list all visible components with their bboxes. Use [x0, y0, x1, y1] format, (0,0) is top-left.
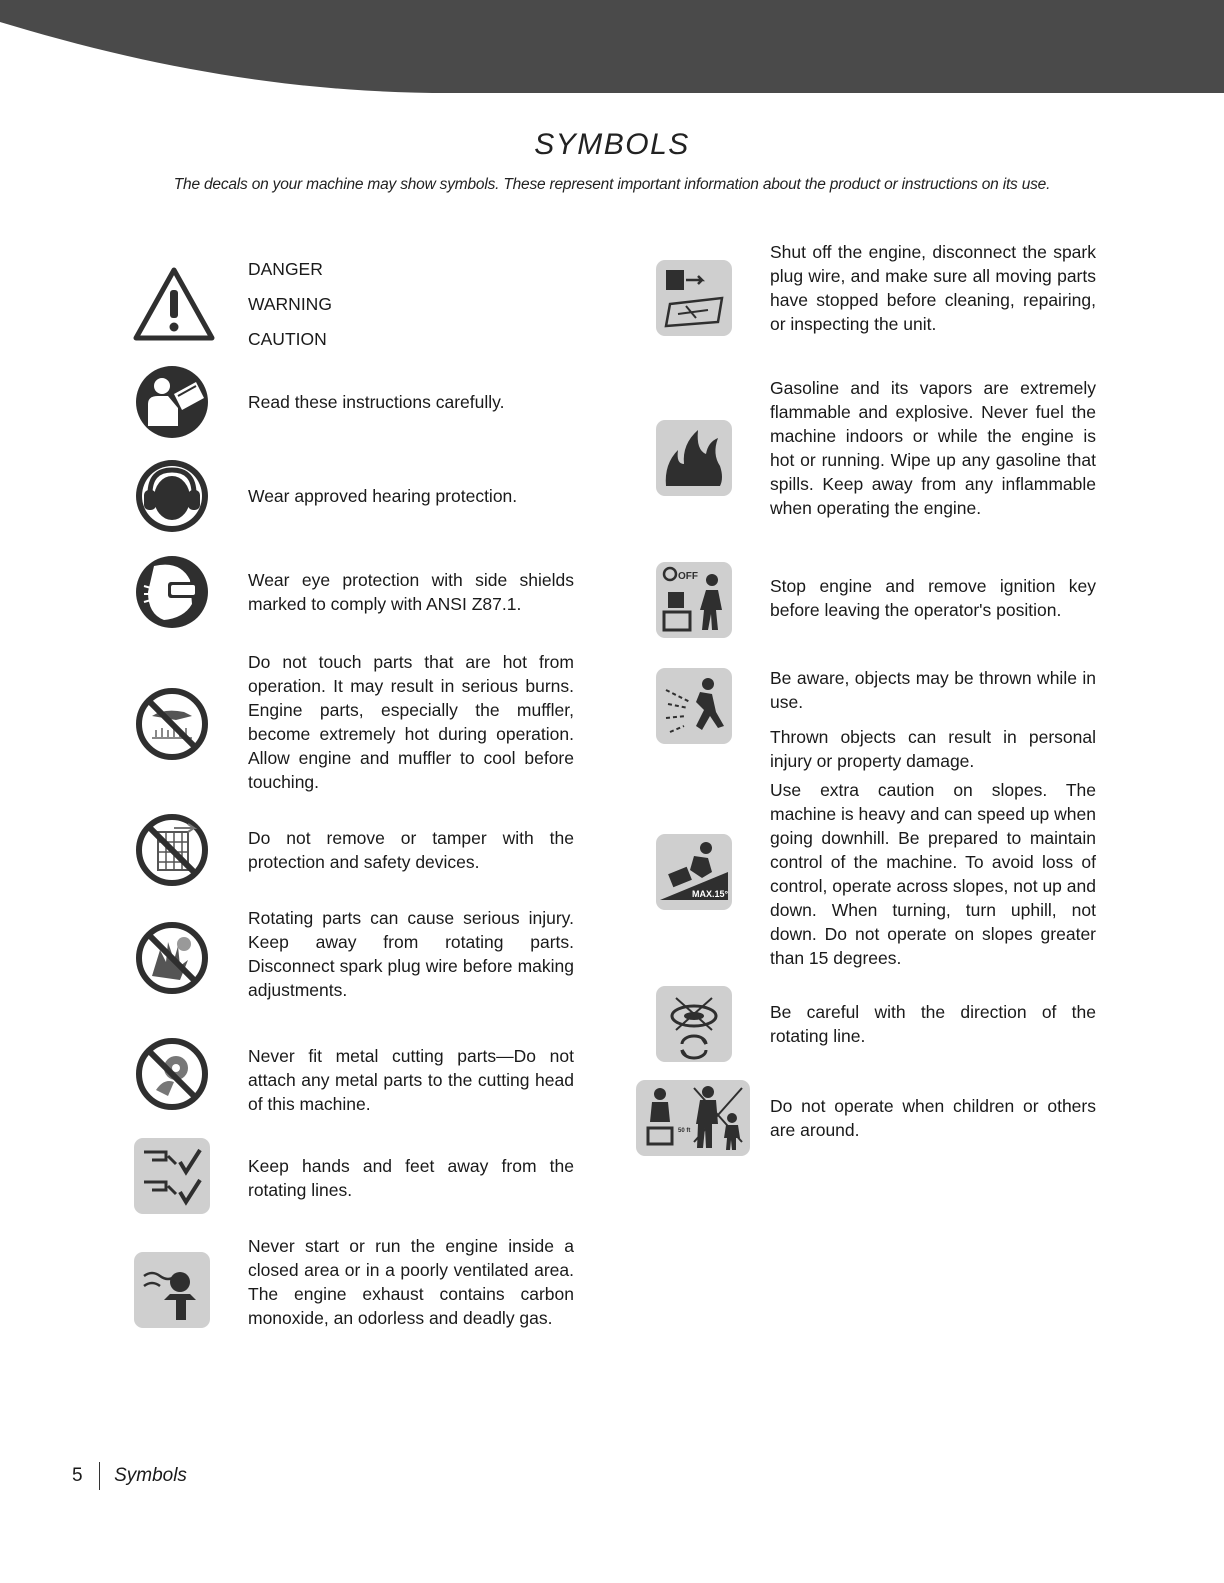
symbol-item	[130, 1138, 590, 1218]
symbol-item	[636, 376, 1106, 546]
symbol-item	[130, 812, 590, 892]
symbol-item	[130, 458, 590, 538]
symbol-description: Wear approved hearing protection.	[248, 486, 518, 506]
symbol-item	[636, 240, 1106, 365]
symbol-description: Be careful with the direction of the rotating line.	[770, 1002, 1096, 1046]
symbol-item	[636, 778, 1106, 968]
no-touch-hot-parts-icon	[134, 686, 210, 762]
symbol-description: Do not touch parts that are hot from operation. It may result in serious burns. Engine parts, especially the muffler, become extremely hot during operation. Allow engine and muffler to cool before touching.	[248, 652, 574, 792]
symbol-description: Shut off the engine, disconnect the spark plug wire, and make sure all moving parts have stopped before cleaning, repairing, or inspecting the unit.	[770, 242, 1096, 334]
rotating-line-direction-icon	[656, 986, 732, 1062]
disconnect-spark-plug-icon	[656, 260, 732, 336]
thrown-objects-line-1: Be aware, objects may be thrown while in use.	[770, 668, 1096, 712]
signal-word-warning: WARNING	[248, 294, 332, 314]
symbol-description: Use extra caution on slopes. The machine is heavy and can speed up when going downhill. Be prepared to maintain control of the machine. To avoid loss of control, operate across slopes, not up and down. When turning, turn uphill, not down. Do not operate on slopes greater than 15 degrees.	[770, 780, 1096, 968]
symbol-description: Keep hands and feet away from the rotating lines.	[248, 1156, 574, 1200]
symbol-description: Gasoline and its vapors are extremely flammable and explosive. Never fuel the machine indoors or while the engine is hot or running. Wipe up any gasoline that spills. Keep away from any inflammable when operating the engine.	[770, 378, 1096, 518]
no-tamper-guard-icon	[134, 812, 210, 888]
stop-engine-remove-key-icon	[656, 562, 732, 638]
symbol-item	[130, 1036, 590, 1126]
hands-feet-away-icon	[134, 1138, 210, 1214]
thrown-objects-icon	[656, 668, 732, 744]
signal-word-danger: DANGER	[248, 259, 323, 279]
symbol-description: Never fit metal cutting parts—Do not attach any metal parts to the cutting head of this machine.	[248, 1046, 574, 1114]
symbol-description: Stop engine and remove ignition key before leaving the operator's position.	[770, 576, 1096, 620]
distance-label: 50 ft	[678, 1128, 691, 1134]
no-metal-blade-icon	[134, 1036, 210, 1112]
page-number: 5	[72, 1465, 83, 1486]
rotating-parts-hand-icon	[134, 920, 210, 996]
symbol-description	[770, 666, 1096, 784]
hearing-protection-icon	[134, 458, 210, 534]
symbol-description: Read these instructions carefully.	[248, 392, 505, 412]
symbol-item	[636, 652, 1106, 772]
symbol-description: Do not remove or tamper with the protection and safety devices.	[248, 828, 574, 872]
read-manual-icon	[134, 364, 210, 440]
symbol-item	[130, 240, 590, 350]
page-title: SYMBOLS	[534, 128, 690, 161]
header-banner	[0, 0, 1224, 96]
alert-triangle-icon	[132, 266, 216, 342]
symbol-item	[636, 560, 1106, 645]
symbol-item	[636, 1080, 1106, 1160]
keep-children-away-icon	[636, 1080, 750, 1156]
symbol-item	[636, 986, 1106, 1066]
max-slope-label: MAX.15°	[692, 889, 729, 899]
footer-divider	[99, 1462, 101, 1490]
symbol-item	[130, 364, 590, 444]
page-footer	[72, 1462, 187, 1490]
exhaust-fumes-icon	[134, 1252, 210, 1328]
symbol-description: Do not operate when children or others are around.	[770, 1096, 1096, 1140]
signal-word-caution: CAUTION	[248, 329, 327, 349]
slope-caution-icon	[656, 834, 732, 910]
off-label: OFF	[678, 571, 698, 582]
symbol-description: Wear eye protection with side shields marked to comply with ANSI Z87.1.	[248, 570, 574, 614]
symbol-description: Never start or run the engine inside a closed area or in a poorly ventilated area. The engine exhaust contains carbon monoxide, an odorless and deadly gas.	[248, 1236, 574, 1328]
footer-section-name: Symbols	[114, 1465, 187, 1486]
thrown-objects-line-2: Thrown objects can result in personal injury or property damage.	[770, 727, 1096, 771]
page-subtitle: The decals on your machine may show symbols. These represent important information about the product or instructions on its use.	[173, 176, 1051, 193]
flammable-fire-icon	[656, 420, 732, 496]
symbol-item	[130, 552, 590, 642]
symbol-item	[130, 650, 590, 800]
symbol-description: Rotating parts can cause serious injury. Keep away from rotating parts. Disconnect spark plug wire before making adjustments.	[248, 908, 574, 1000]
symbol-item	[130, 1234, 590, 1364]
eye-protection-icon	[134, 554, 210, 630]
symbol-item	[130, 906, 590, 1016]
